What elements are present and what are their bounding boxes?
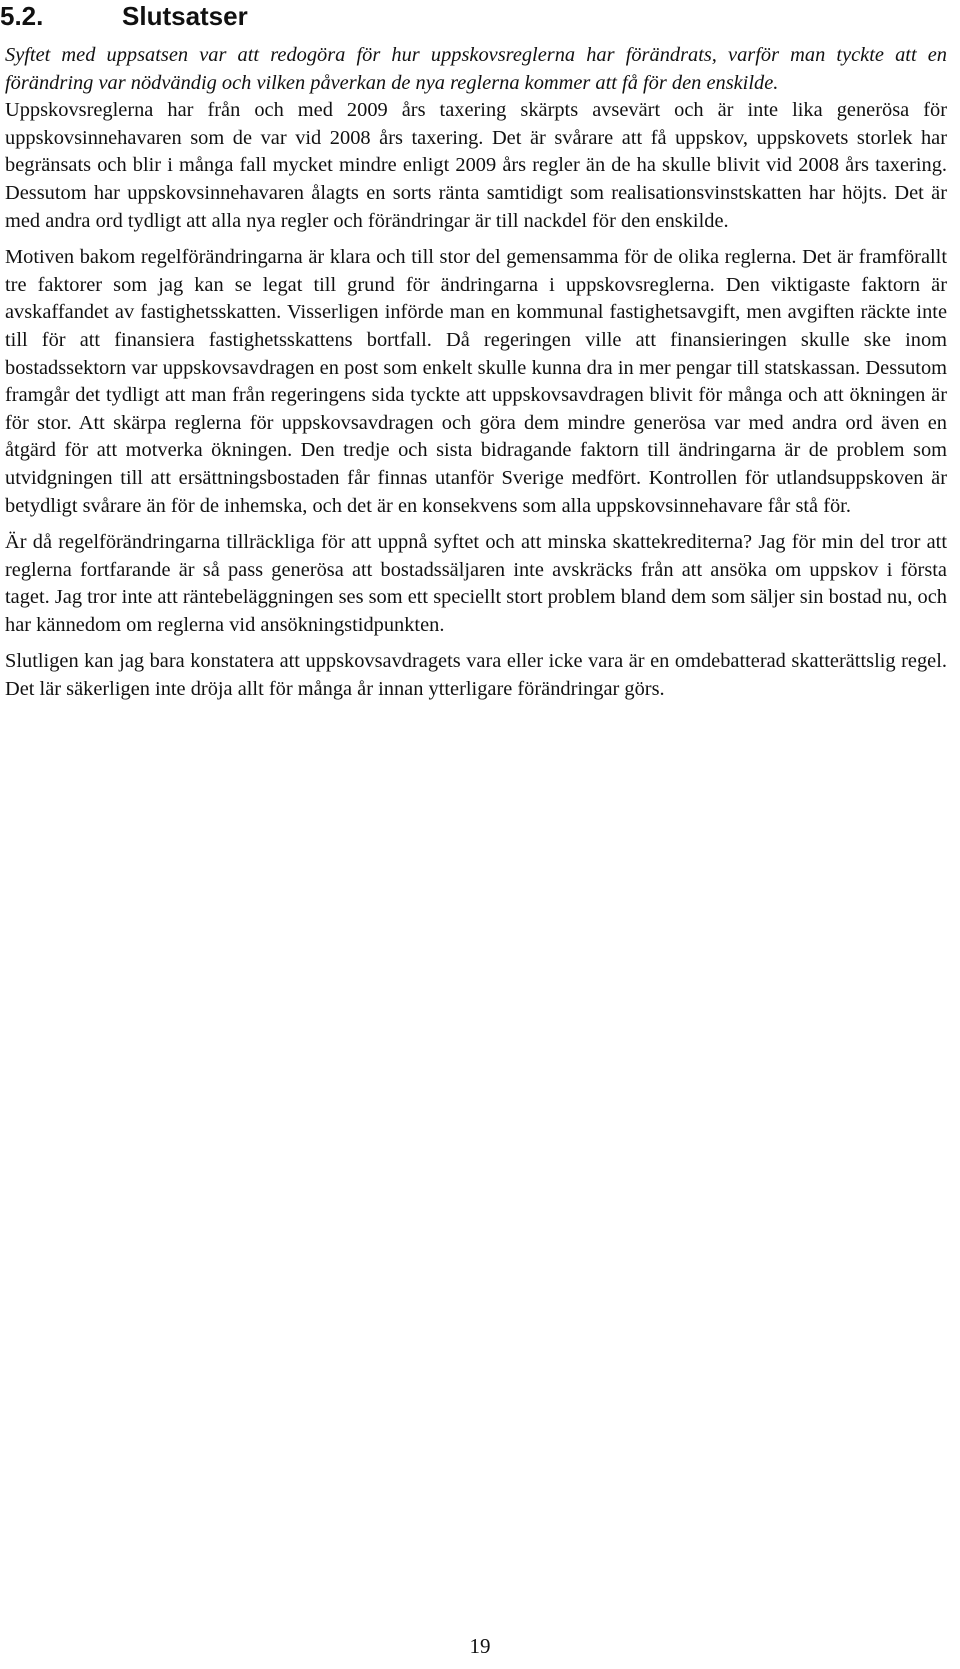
section-heading <box>0 0 248 34</box>
body-paragraph: Är då regelförändringarna tillräckliga för att uppnå syftet och att minska skattekrediterna? Jag för min del tror att reglerna fortfarande är så pass generösa att bostadssäljaren inte avskräcks från att ansöka om uppskov i första taget. Jag tror inte att räntebeläggningen ses som ett speciellt stort problem bland dem som säljer sin bostad nu, och har kännedom om reglerna vid ansökningstidpunkten. <box>5 531 947 636</box>
body-paragraph: Slutligen kan jag bara konstatera att uppskovsavdragets vara eller icke vara är en omdebatterad skatterättslig regel. Det lär säkerligen inte dröja allt för många år innan ytterligare förändringar görs. <box>5 650 947 701</box>
section-number: 5.2. <box>0 1 44 31</box>
body-paragraph: Motiven bakom regelförändringarna är klara och till stor del gemensamma för de olika reglerna. Det är framförallt tre faktorer som jag kan se legat till grund för ändringarna i uppskovsreglerna. Den viktigaste faktorn är avskaffandet av fastighetsskatten. Visserligen införde man en kommunal fastighetsavgift, men avgiften räckte inte till för att finansiera fastighetsskattens bortfall. Då regeringen ville att finansieringen skulle ske inom bostadssektorn var uppskovsavdragen en post som enkelt skulle kunna dra in mer pengar till statskassan. Dessutom framgår det tydligt att man från regeringens sida tyckte att uppskovsavdragen blivit för många och att ökningen är för stor. Att skärpa reglerna för uppskovsavdragen och göra dem mindre generösa var med andra ord även en åtgärd för att motverka ökningen. Den tredje och sista bidragande faktorn till ändringarna är de problem som utvidgningen till att ersättningsbostaden får finnas utanför Sverige medfört. Kontrollen för utlandsuppskoven är betydligt svårare än för de inhemska, och det är en konsekvens som alla uppskovsinnehavare får stå för. <box>5 246 947 517</box>
intro-paragraph: Syftet med uppsatsen var att redogöra för hur uppskovsreglerna har förändrats, varför man tyckte att en förändring var nödvändig och vilken påverkan de nya reglerna kommer att få för den enskilde. <box>5 44 947 94</box>
page-number: 19 <box>469 1634 491 1658</box>
section-title: Slutsatser <box>122 1 248 31</box>
body-text <box>5 42 947 713</box>
body-paragraph: Uppskovsreglerna har från och med 2009 års taxering skärpts avsevärt och är inte lika generösa för uppskovsinnehavaren som de var vid 2008 års taxering. Det är svårare att få uppskov, uppskovets storlek har begränsats och blir i många fall mycket mindre enligt 2009 års regler än de ha skulle blivit vid 2008 års taxering. Dessutom har uppskovsinnehavaren ålagts en sorts ränta samtidigt som realisationsvinstskatten har höjts. Det är med andra ord tydligt att alla nya regler och förändringar är till nackdel för den enskilde. <box>5 99 947 232</box>
